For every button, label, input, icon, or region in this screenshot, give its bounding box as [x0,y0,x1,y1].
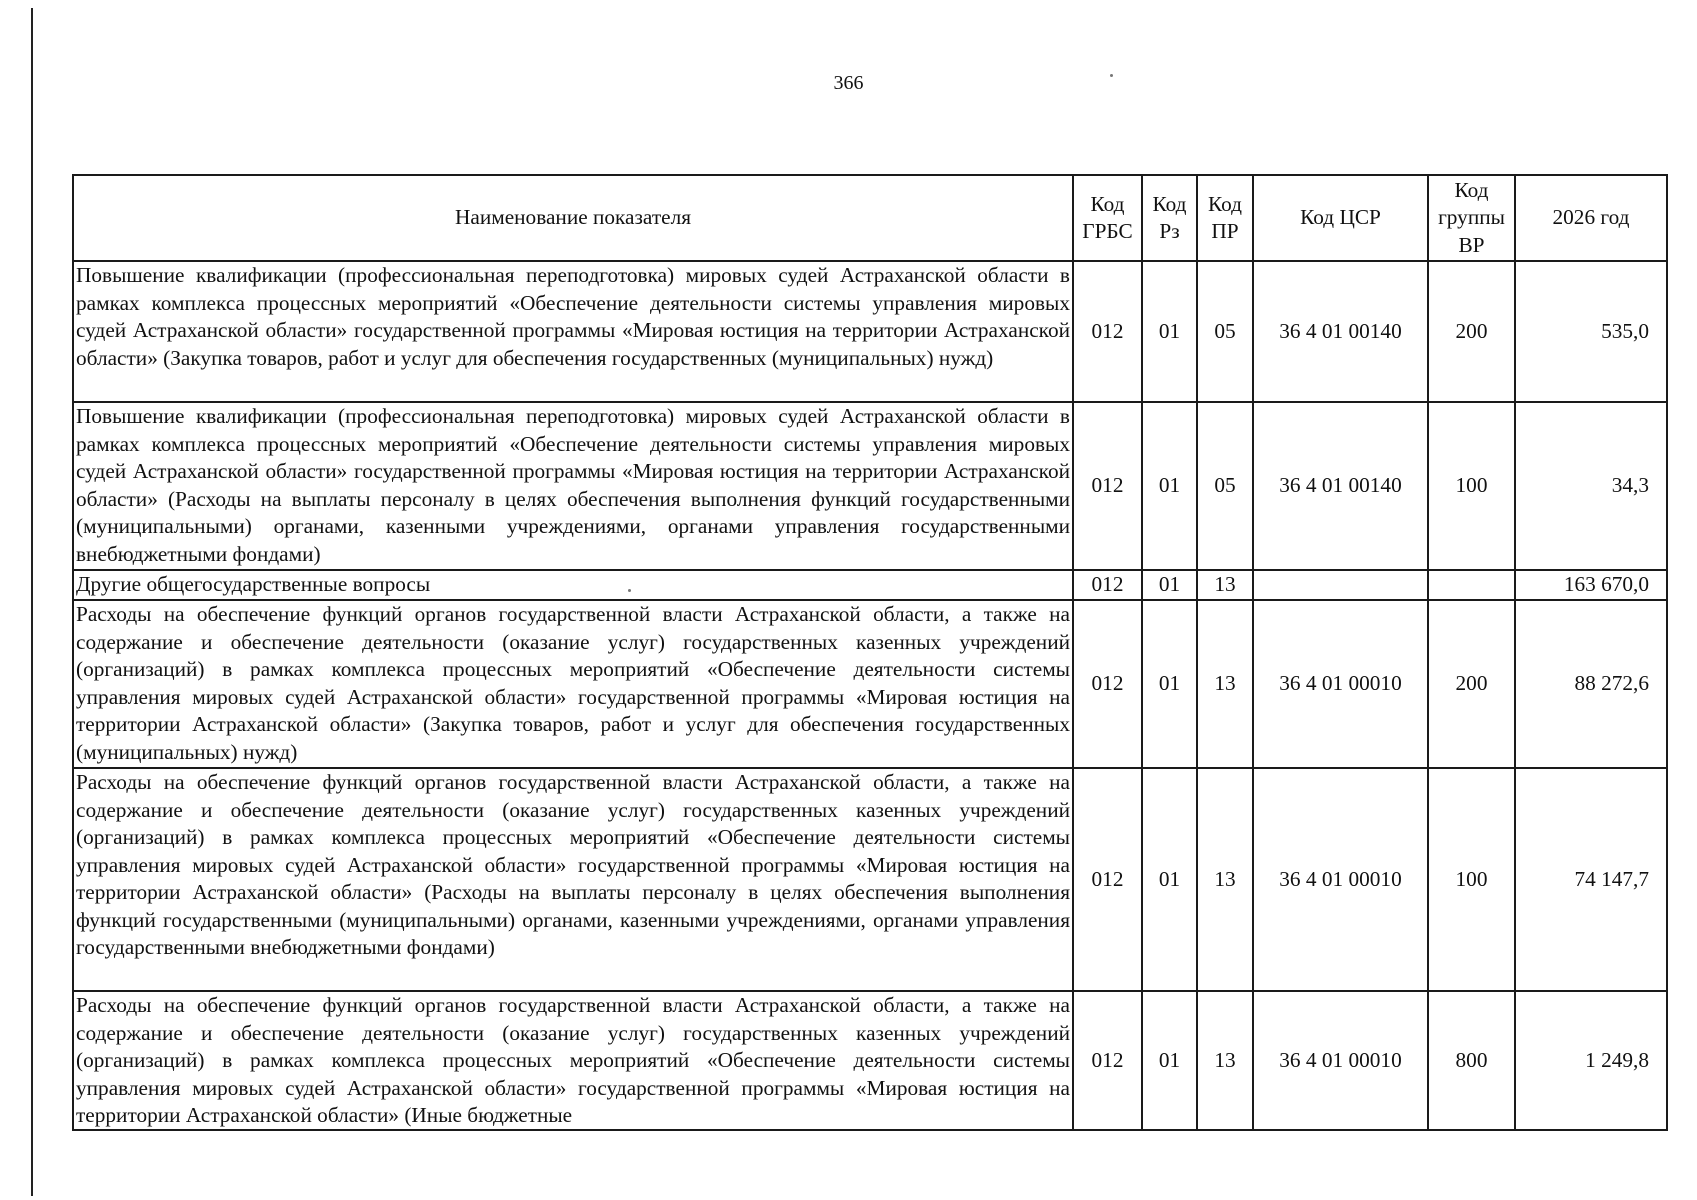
table-row [73,570,1667,600]
row-csr [1253,570,1428,600]
row-amount: 88 272,6 [1515,600,1667,768]
row-vr [1428,570,1515,600]
header-csr: Код ЦСР [1253,175,1428,261]
row-rz: 01 [1142,991,1197,1130]
row-name: Расходы на обеспечение функций органов государственной власти Астраханской области, а также на содержание и обеспечение деятельности (оказание услуг) государственных казенных учреждений (организаций) в рамках комплекса процессных мероприятий «Обеспечение деятельности системы управления мировых судей Астраханской области» государственной программы «Мировая юстиция на территории Астраханской области» (Иные бюджетные [76,993,1070,1127]
page-number: 366 [833,72,864,94]
row-grbs: 012 [1073,261,1142,402]
row-grbs: 012 [1073,600,1142,768]
row-vr: 100 [1428,768,1515,991]
header-name: Наименование показателя [73,175,1073,261]
row-name: Другие общегосударственные вопросы [73,570,1073,600]
row-name: Расходы на обеспечение функций органов государственной власти Астраханской области, а также на содержание и обеспечение деятельности (оказание услуг) государственных казенных учреждений (организаций) в рамках комплекса процессных мероприятий «Обеспечение деятельности системы управления мировых судей Астраханской области» государственной программы «Мировая юстиция на территории Астраханской области» (Расходы на выплаты персоналу в целях обеспечения выполнения функций государственными (муниципальными) органами, казенными учреждениями, органами управления государственными внебюджетными фондами) [73,768,1073,991]
row-rz: 01 [1142,402,1197,570]
row-grbs: 012 [1073,402,1142,570]
row-vr: 200 [1428,600,1515,768]
row-vr: 800 [1428,991,1515,1130]
row-pr: 05 [1197,261,1253,402]
row-rz: 01 [1142,570,1197,600]
header-vr: Код группы ВР [1428,175,1515,261]
row-rz: 01 [1142,261,1197,402]
row-amount: 535,0 [1515,261,1667,402]
row-csr: 36 4 01 00010 [1253,600,1428,768]
row-pr: 13 [1197,991,1253,1130]
header-year: 2026 год [1515,175,1667,261]
row-grbs: 012 [1073,768,1142,991]
row-csr: 36 4 01 00140 [1253,402,1428,570]
row-amount: 1 249,8 [1515,991,1667,1130]
row-name: Повышение квалификации (профессиональная переподготовка) мировых судей Астраханской области в рамках комплекса процессных мероприятий «Обеспечение деятельности системы управления мировых судей Астраханской области» государственной программы «Мировая юстиция на территории Астраханской области» (Закупка товаров, работ и услуг для обеспечения государственных (муниципальных) нужд) [73,261,1073,402]
table-row [73,991,1667,1130]
row-grbs: 012 [1073,991,1142,1130]
row-pr: 13 [1197,570,1253,600]
table-row [73,768,1667,991]
header-grbs: Код ГРБС [1073,175,1142,261]
row-amount: 163 670,0 [1515,570,1667,600]
row-pr: 13 [1197,768,1253,991]
table-header-row [73,175,1667,261]
row-amount: 74 147,7 [1515,768,1667,991]
table-row [73,600,1667,768]
row-csr: 36 4 01 00010 [1253,768,1428,991]
row-vr: 100 [1428,402,1515,570]
row-pr: 05 [1197,402,1253,570]
row-grbs: 012 [1073,570,1142,600]
row-csr: 36 4 01 00010 [1253,991,1428,1130]
header-rz: Код Рз [1142,175,1197,261]
left-margin-line [31,8,33,1196]
row-vr: 200 [1428,261,1515,402]
budget-table [72,174,1668,1131]
row-rz: 01 [1142,768,1197,991]
row-name: Расходы на обеспечение функций органов государственной власти Астраханской области, а также на содержание и обеспечение деятельности (оказание услуг) государственных казенных учреждений (организаций) в рамках комплекса процессных мероприятий «Обеспечение деятельности системы управления мировых судей Астраханской области» государственной программы «Мировая юстиция на территории Астраханской области» (Закупка товаров, работ и услуг для обеспечения государственных (муниципальных) нужд) [73,600,1073,768]
table-row [73,402,1667,570]
row-amount: 34,3 [1515,402,1667,570]
table-row [73,261,1667,402]
row-pr: 13 [1197,600,1253,768]
row-rz: 01 [1142,600,1197,768]
header-pr: Код ПР [1197,175,1253,261]
row-csr: 36 4 01 00140 [1253,261,1428,402]
row-name: Повышение квалификации (профессиональная переподготовка) мировых судей Астраханской области в рамках комплекса процессных мероприятий «Обеспечение деятельности системы управления мировых судей Астраханской области» государственной программы «Мировая юстиция на территории Астраханской области» (Расходы на выплаты персоналу в целях обеспечения выполнения функций государственными (муниципальными) органами, казенными учреждениями, органами управления государственными внебюджетными фондами) [73,402,1073,570]
